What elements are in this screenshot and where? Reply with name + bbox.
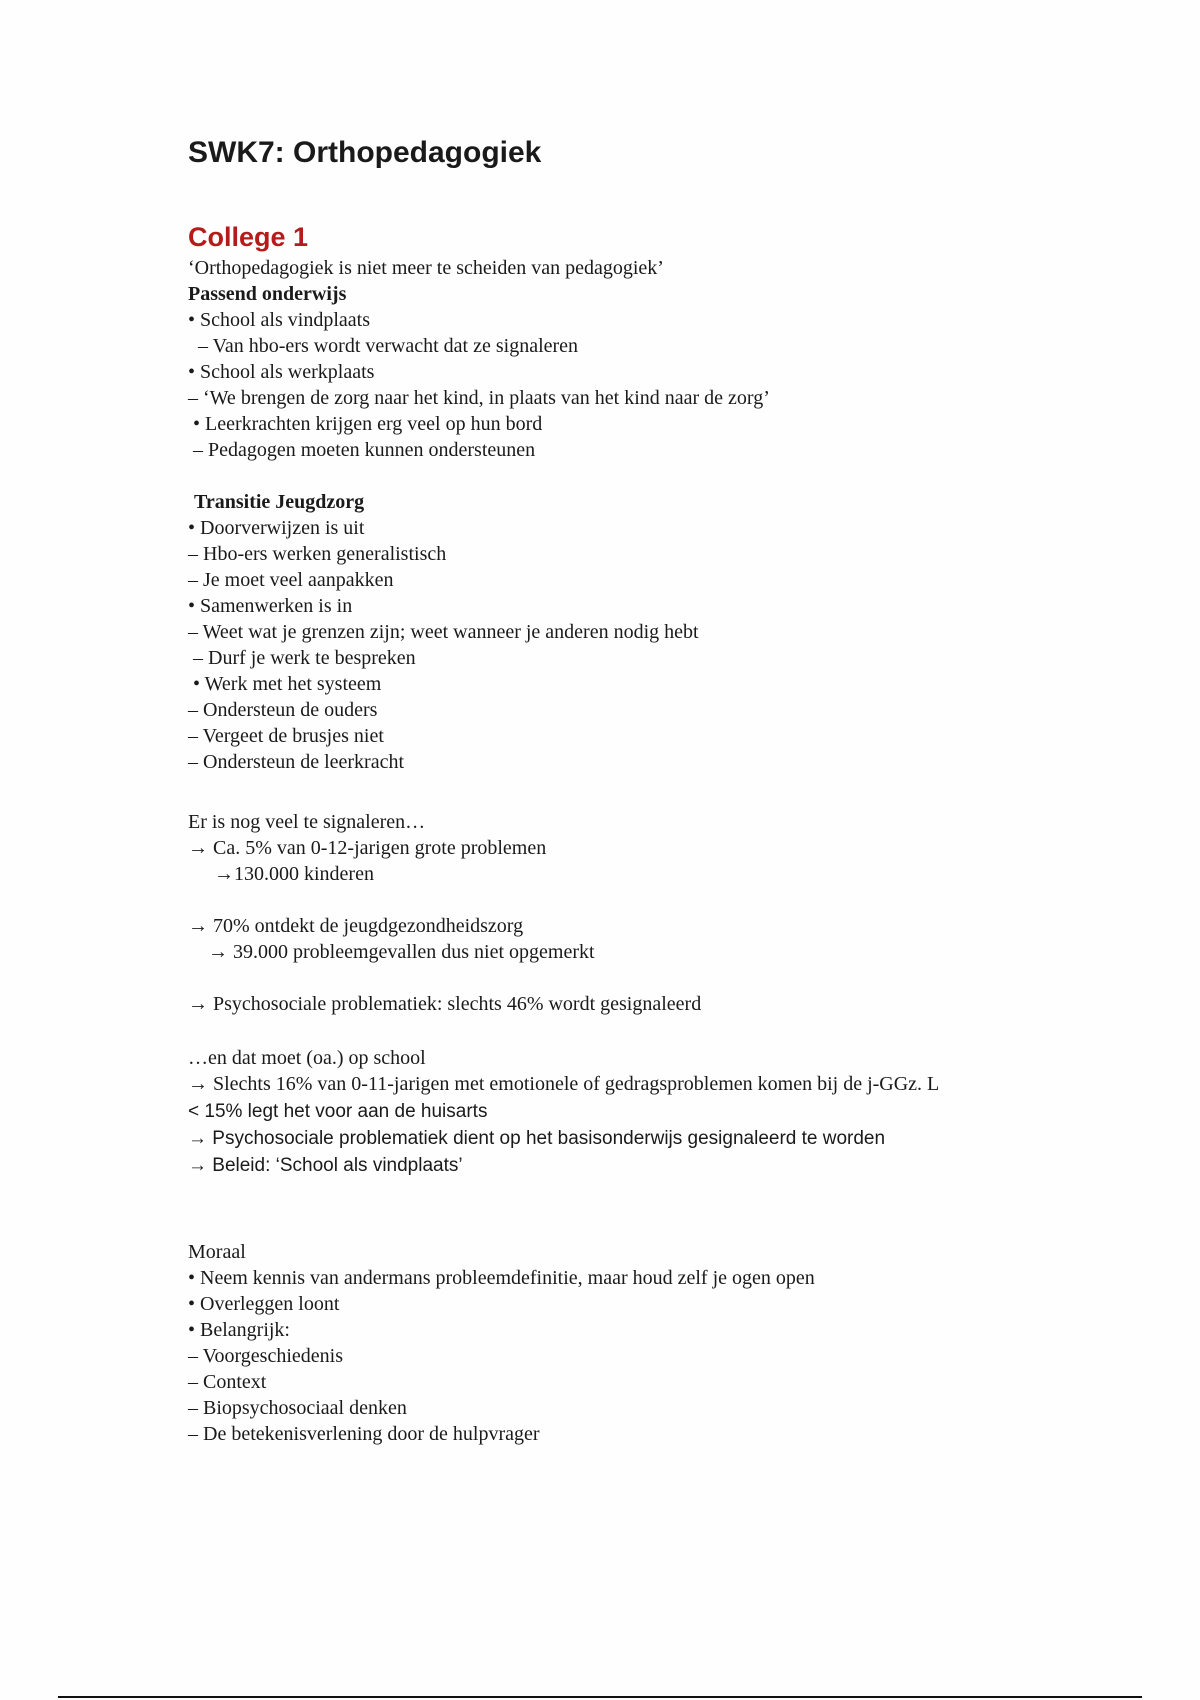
page-bottom-divider [58, 1696, 1142, 1698]
signaleren-line: → 70% ontdekt de jeugdgezondheidszorg [188, 915, 524, 937]
moraal-line: • Belangrijk: [188, 1319, 290, 1341]
moraal-line: – De betekenisverlening door de hulpvrager [188, 1423, 540, 1445]
signaleren-line: → Psychosociale problematiek: slechts 46% wordt gesignaleerd [188, 993, 702, 1015]
transitie-line: – Vergeet de brusjes niet [188, 725, 384, 747]
passend-line: • School als vindplaats [188, 309, 370, 331]
transitie-line: – Je moet veel aanpakken [188, 569, 394, 591]
signaleren-line: →130.000 kinderen [214, 863, 374, 885]
transitie-line: – Durf je werk te bespreken [193, 647, 416, 669]
signaleren-heading: Er is nog veel te signaleren… [188, 811, 426, 833]
moraal-line: • Neem kennis van andermans probleemdefinitie, maar houd zelf je ogen open [188, 1267, 815, 1289]
transitie-line: – Ondersteun de ouders [188, 699, 378, 721]
passend-line: – Van hbo-ers wordt verwacht dat ze signaleren [198, 335, 579, 357]
passend-line: – ‘We brengen de zorg naar het kind, in plaats van het kind naar de zorg’ [188, 387, 770, 409]
transitie-line: • Samenwerken is in [188, 595, 353, 617]
page-title: SWK7: Orthopedagogiek [188, 136, 542, 169]
signaleren-line: → 39.000 probleemgevallen dus niet opgemerkt [208, 941, 595, 963]
transitie-line: – Hbo-ers werken generalistisch [188, 543, 447, 565]
intro-quote: ‘Orthopedagogiek is niet meer te scheiden van pedagogiek’ [188, 257, 664, 279]
passend-heading: Passend onderwijs [188, 283, 347, 305]
moraal-line: – Context [188, 1371, 267, 1393]
school-line: → Beleid: ‘School als vindplaats’ [188, 1155, 463, 1176]
transitie-heading: Transitie Jeugdzorg [194, 491, 365, 513]
moraal-line: • Overleggen loont [188, 1293, 340, 1315]
transitie-line: • Doorverwijzen is uit [188, 517, 365, 539]
transitie-line: • Werk met het systeem [193, 673, 382, 695]
signaleren-line: → Ca. 5% van 0-12-jarigen grote problemen [188, 837, 547, 859]
school-line: → Psychosociale problematiek dient op het basisonderwijs gesignaleerd te worden [188, 1128, 886, 1149]
transitie-line: – Weet wat je grenzen zijn; weet wanneer je anderen nodig hebt [188, 621, 699, 643]
moraal-heading: Moraal [188, 1241, 246, 1263]
school-heading: …en dat moet (oa.) op school [188, 1047, 426, 1069]
moraal-line: – Biopsychosociaal denken [188, 1397, 407, 1419]
school-line: < 15% legt het voor aan de huisarts [188, 1101, 488, 1122]
passend-line: – Pedagogen moeten kunnen ondersteunen [193, 439, 536, 461]
passend-line: • Leerkrachten krijgen erg veel op hun bord [193, 413, 543, 435]
section-heading: College 1 [188, 222, 309, 252]
passend-line: • School als werkplaats [188, 361, 375, 383]
transitie-line: – Ondersteun de leerkracht [188, 751, 405, 773]
moraal-line: – Voorgeschiedenis [188, 1345, 343, 1367]
school-line: → Slechts 16% van 0-11-jarigen met emotionele of gedragsproblemen komen bij de j-GGz. L [188, 1073, 940, 1095]
